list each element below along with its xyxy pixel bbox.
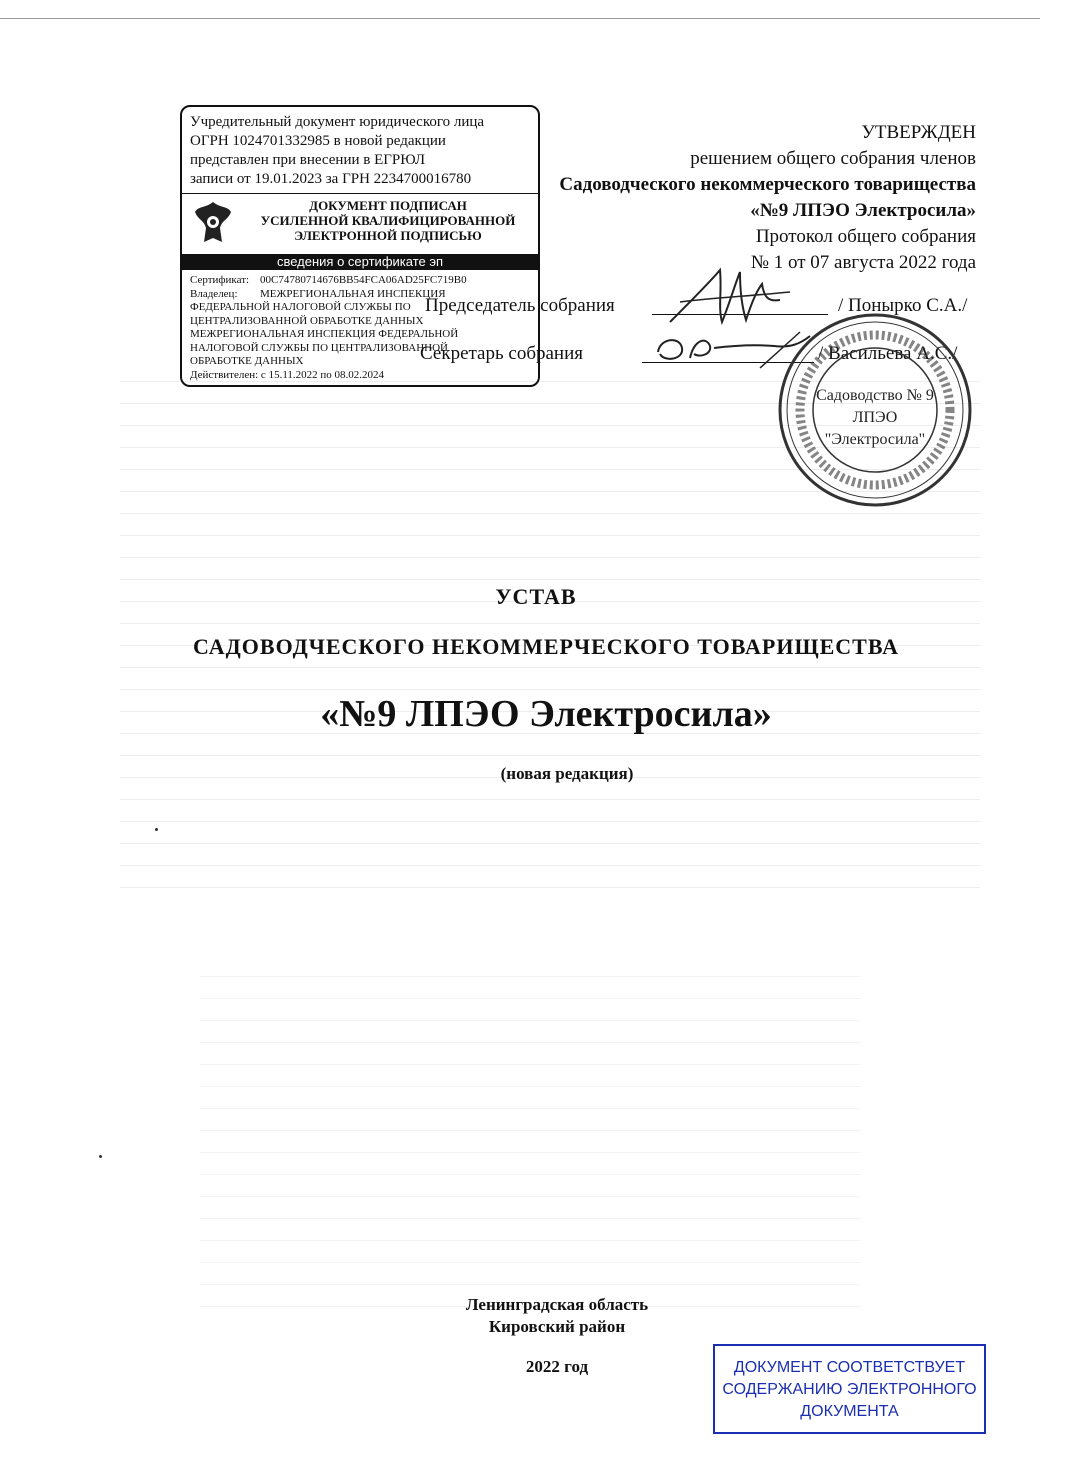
esig-line: ОГРН 1024701332985 в новой редакции: [190, 133, 446, 149]
approval-title: УТВЕРЖДЕН: [861, 122, 976, 143]
seal-line: Садоводство № 9: [816, 387, 934, 404]
chair-label: Председатель собрания: [425, 295, 615, 316]
owner-line: ОБРАБОТКЕ ДАННЫХ: [190, 355, 304, 367]
owner-label: Владелец:: [190, 287, 238, 300]
approval-protocol: Протокол общего собрания: [755, 226, 976, 247]
place-block: [0, 1294, 1072, 1338]
year: 2022 год: [525, 1357, 589, 1376]
owner-line: ЦЕНТРАЛИЗОВАННОЙ ОБРАБОТКЕ ДАННЫХ: [190, 314, 424, 327]
cert-value: 00C74780714676BB54FCA06AD25FC719B0: [260, 274, 467, 286]
conformity-line: ДОКУМЕНТ СООТВЕТСТВУЕТ: [733, 1359, 966, 1376]
esig-line: записи от 19.01.2023 за ГРН 2234700016780: [190, 171, 472, 187]
secretary-name: / Васильева А.С./: [818, 343, 958, 364]
organization-type: САДОВОДЧЕСКОГО НЕКОММЕРЧЕСКОГО ТОВАРИЩЕСТВА: [192, 634, 900, 659]
edition-note: (новая редакция): [500, 764, 634, 783]
organization-name: «№9 ЛПЭО Электросила»: [320, 693, 772, 735]
esig-heading: ДОКУМЕНТ ПОДПИСАН: [309, 198, 467, 213]
conformity-line: ДОКУМЕНТА: [800, 1403, 899, 1420]
conformity-stamp: [713, 1344, 986, 1434]
seal-line: "Электросила": [824, 431, 926, 448]
chair-name: / Понырко С.А./: [838, 295, 968, 316]
esig-line: Учредительный документ юридического лица: [190, 114, 485, 130]
scan-speck: [155, 828, 158, 831]
region: Ленинградская область: [465, 1295, 649, 1314]
esig-heading: УСИЛЕННОЙ КВАЛИФИЦИРОВАННОЙ: [260, 213, 516, 228]
approval-block: [506, 120, 976, 276]
validity-period: Действителен: с 15.11.2022 по 08.02.2024: [190, 368, 385, 381]
bleed-through-text-lower: [200, 955, 860, 1345]
scan-speck: [99, 1155, 102, 1158]
approval-org-name: «№9 ЛПЭО Электросила»: [750, 200, 976, 221]
document-type: УСТАВ: [495, 584, 577, 609]
seal-text: [775, 385, 975, 451]
approval-protocol-number: № 1 от 07 августа 2022 года: [750, 252, 976, 273]
owner-line: МЕЖРЕГИОНАЛЬНАЯ ИНСПЕКЦИЯ ФЕДЕРАЛЬНОЙ: [190, 328, 459, 340]
seal-line: ЛПЭО: [852, 409, 898, 426]
certificate-info-bar: сведения о сертификате эп: [182, 254, 538, 270]
owner-line: НАЛОГОВОЙ СЛУЖБЫ ПО ЦЕНТРАЛИЗОВАННОЙ: [190, 341, 448, 354]
cert-label: Сертификат:: [190, 274, 250, 286]
district: Кировский район: [488, 1317, 626, 1336]
owner-value: МЕЖРЕГИОНАЛЬНАЯ ИНСПЕКЦИЯ: [260, 287, 446, 300]
esig-line: представлен при внесении в ЕГРЮЛ: [190, 152, 426, 168]
conformity-line: СОДЕРЖАНИЮ ЭЛЕКТРОННОГО: [722, 1381, 977, 1398]
secretary-label: Секретарь собрания: [420, 343, 583, 364]
coat-of-arms-icon: [190, 198, 236, 248]
approval-org: Садоводческого некоммерческого товарищества: [559, 174, 976, 195]
owner-line: ФЕДЕРАЛЬНОЙ НАЛОГОВОЙ СЛУЖБЫ ПО: [190, 301, 411, 313]
scan-edge-line: [0, 18, 1040, 19]
esig-heading: ЭЛЕКТРОННОЙ ПОДПИСЬЮ: [294, 228, 482, 243]
approval-line: решением общего собрания членов: [690, 148, 976, 169]
